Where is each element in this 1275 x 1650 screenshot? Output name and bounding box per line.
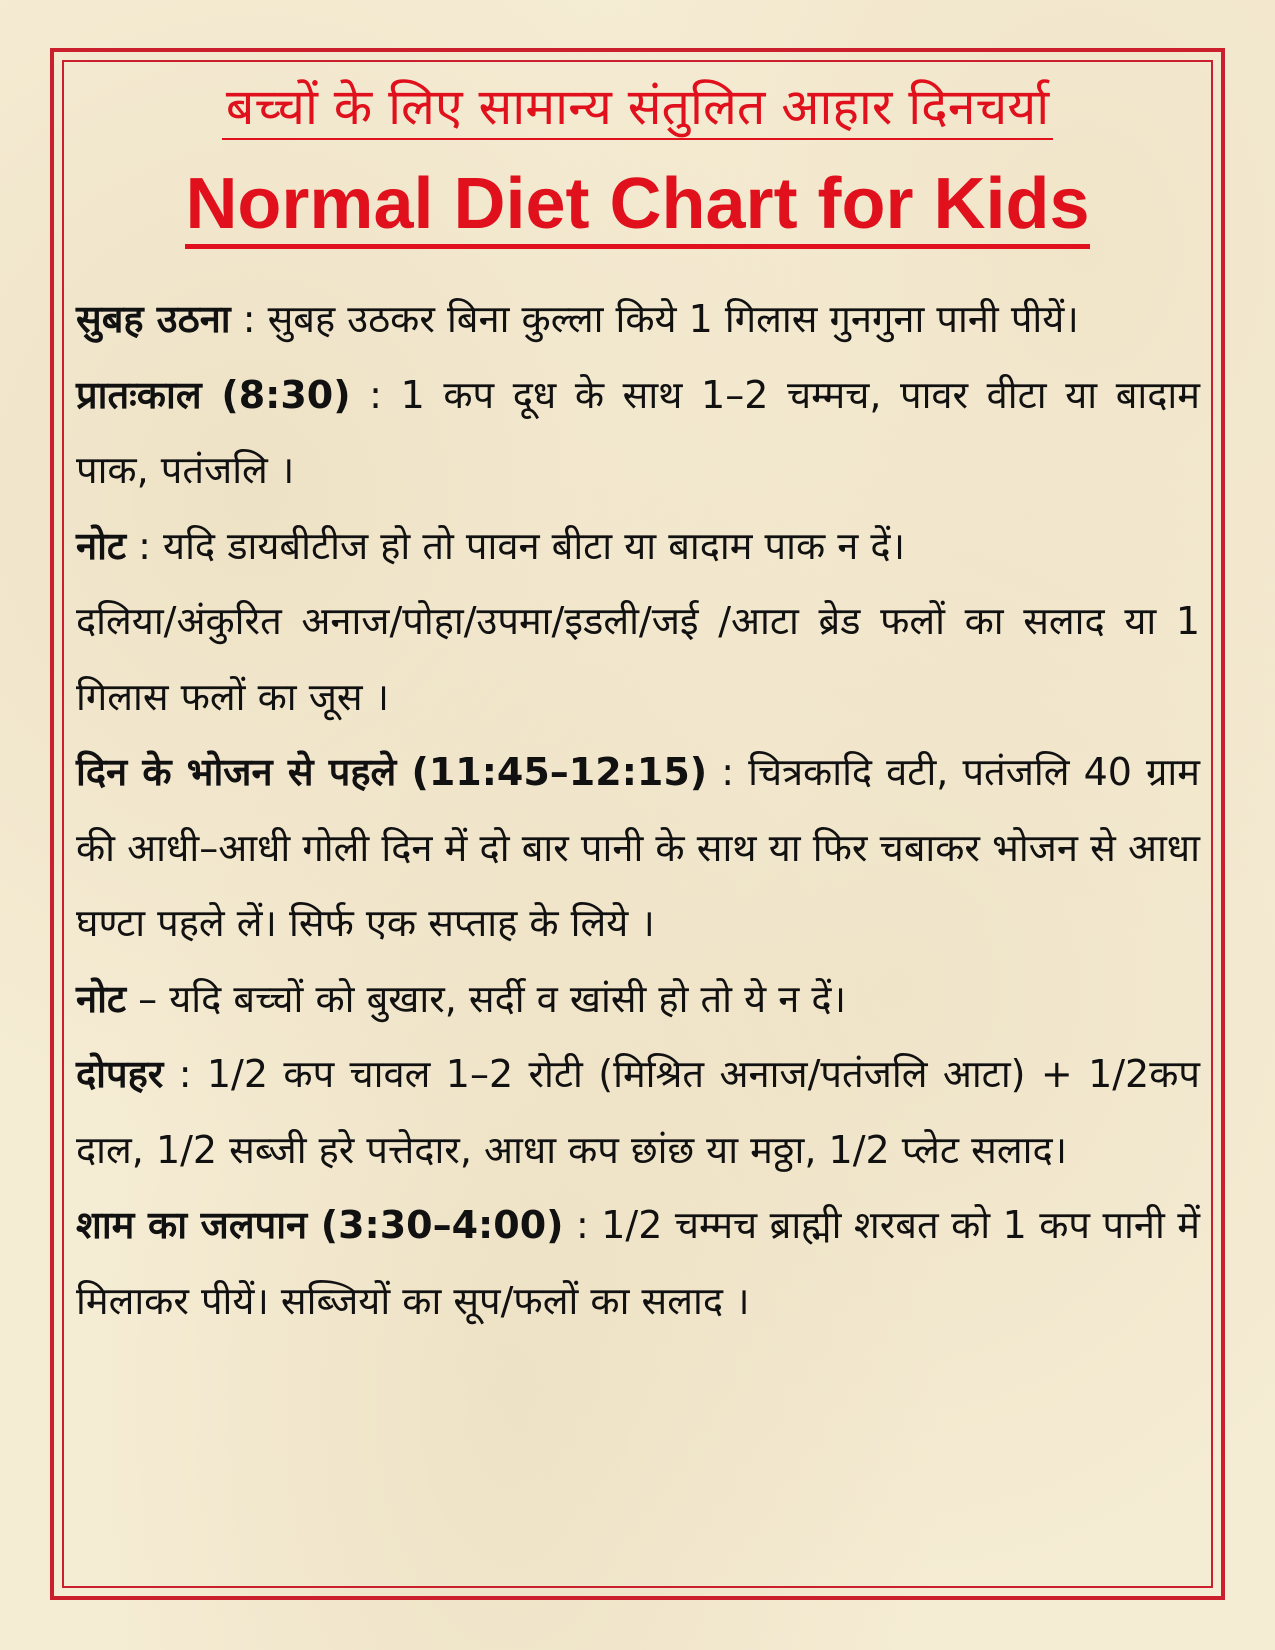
section-label: दोपहर bbox=[76, 1052, 164, 1096]
english-title-text: Normal Diet Chart for Kids bbox=[185, 164, 1089, 249]
section-text: दलिया/अंकुरित अनाज/पोहा/उपमा/इडली/जई /आटा ब्रेड फलों का सलाद या 1 गिलास फलों का जूस । bbox=[76, 599, 1200, 719]
section-note-fever bbox=[76, 962, 1200, 1038]
section-breakfast-options bbox=[76, 584, 1200, 735]
section-label: नोट bbox=[76, 523, 127, 568]
section-morning bbox=[76, 358, 1200, 509]
section-wake-up bbox=[76, 282, 1200, 358]
section-label: शाम का जलपान (3:30–4:00) bbox=[76, 1203, 564, 1247]
section-text: : 1/2 कप चावल 1–2 रोटी (मिश्रित अनाज/पतंजलि आटा) + 1/2कप दाल, 1/2 सब्जी हरे पत्तेदार, आधा कप छांछ या मठ्ठा, 1/2 प्लेट सलाद। bbox=[76, 1052, 1200, 1172]
section-label: नोट bbox=[76, 976, 127, 1021]
hindi-title-text: बच्चों के लिए सामान्य संतुलित आहार दिनचर्या bbox=[222, 78, 1053, 140]
section-before-lunch bbox=[76, 735, 1200, 962]
diet-chart-body bbox=[76, 282, 1200, 1339]
section-text: : चित्रकादि वटी, पतंजलि 40 ग्राम की आधी–आधी गोली दिन में दो बार पानी के साथ या फिर चबाकर भोजन से आधा घण्टा पहले लें। सिर्फ एक सप्ताह के लिये । bbox=[76, 750, 1200, 945]
section-text: : यदि डायबीटीज हो तो पावन बीटा या बादाम पाक न दें। bbox=[126, 523, 905, 568]
section-label: सुबह उठना bbox=[76, 297, 231, 341]
section-text: : 1 कप दूध के साथ 1–2 चम्मच, पावर वीटा या बादाम पाक, पतंजलि । bbox=[76, 372, 1200, 492]
hindi-title bbox=[0, 72, 1275, 142]
section-label: दिन के भोजन से पहले (11:45–12:15) bbox=[76, 750, 708, 794]
section-label: प्रातःकाल (8:30) bbox=[76, 372, 351, 417]
section-text: : 1/2 चम्मच ब्राह्मी शरबत को 1 कप पानी में मिलाकर पीयें। सब्जियों का सूप/फलों का सलाद । bbox=[76, 1203, 1200, 1323]
section-note-diabetes bbox=[76, 509, 1200, 585]
section-evening-snack bbox=[76, 1188, 1200, 1339]
english-title bbox=[0, 160, 1275, 248]
section-text: : सुबह उठकर बिना कुल्ला किये 1 गिलास गुनगुना पानी पीयें। bbox=[230, 297, 1079, 341]
section-text: – यदि बच्चों को बुखार, सर्दी व खांसी हो तो ये न दें। bbox=[126, 976, 846, 1021]
section-lunch bbox=[76, 1037, 1200, 1188]
